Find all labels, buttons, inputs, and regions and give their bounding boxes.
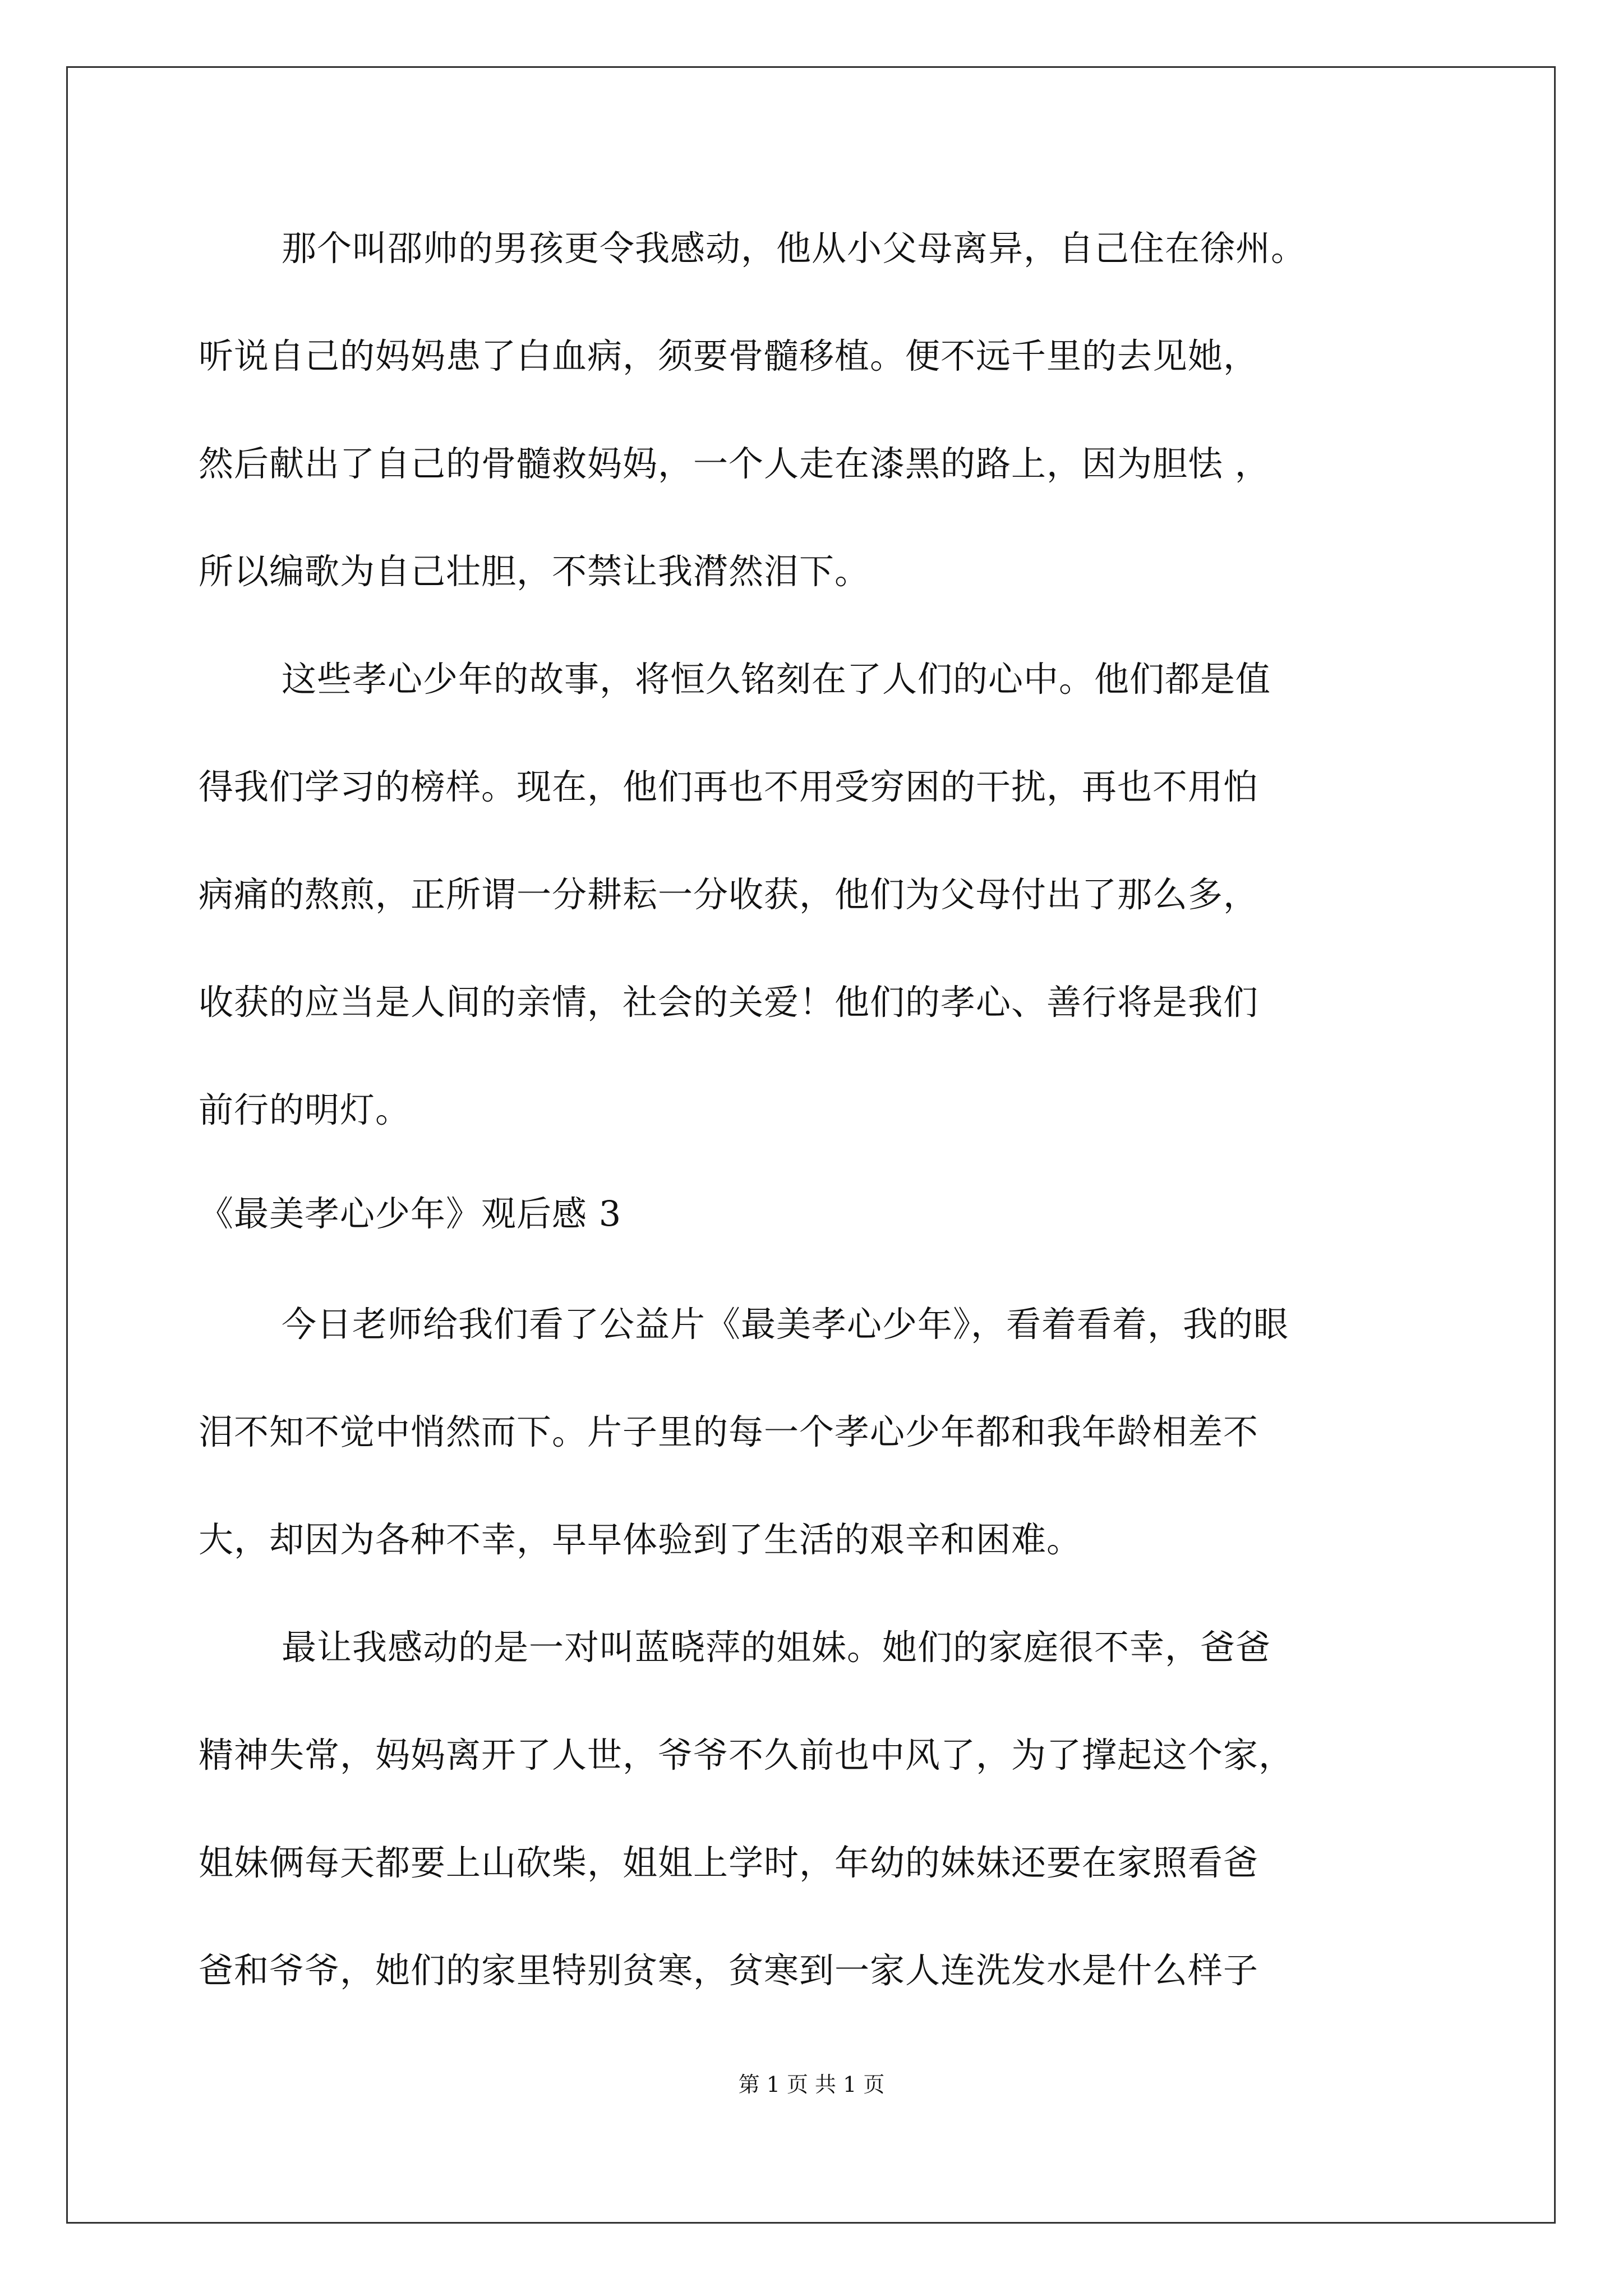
text-line: 今日老师给我们看了公益片《最美孝心少年》，看着看着，我的眼 [282,1304,1289,1345]
text-line: 姐妹俩每天都要上山砍柴，姐姐上学时，年幼的妹妹还要在家照看爸 [199,1842,1259,1883]
page-footer: 第 1 页 共 1 页 [738,2072,885,2097]
text-line: 这些孝心少年的故事，将恒久铭刻在了人们的心中。他们都是值 [282,659,1271,700]
text-line: 大，却因为各种不幸，早早体验到了生活的艰辛和困难。 [199,1519,1082,1560]
text-line: 收获的应当是人间的亲情，社会的关爱！他们的孝心、善行将是我们 [199,982,1259,1023]
text-line: 爸和爷爷，她们的家里特别贫寒，贫寒到一家人连洗发水是什么样子 [199,1950,1259,1991]
page-border [66,66,1556,2224]
text-line: 得我们学习的榜样。现在，他们再也不用受穷困的干扰，再也不用怕 [199,766,1259,807]
text-line: 最让我感动的是一对叫蓝晓萍的姐妹。她们的家庭很不幸，爸爸 [282,1627,1271,1668]
text-line: 听说自己的妈妈患了白血病，须要骨髓移植。便不远千里的去见她， [199,335,1259,376]
text-line: 前行的明灯。 [199,1089,411,1130]
text-line: 所以编歌为自己壮胆，不禁让我潸然泪下。 [199,551,870,592]
section-heading: 《最美孝心少年》观后感 3 [199,1193,622,1234]
text-line: 泪不知不觉中悄然而下。片子里的每一个孝心少年都和我年龄相差不 [199,1411,1259,1452]
text-line: 那个叫邵帅的男孩更令我感动，他从小父母离异，自己住在徐州。 [282,228,1307,269]
text-line: 然后献出了自己的骨髓救妈妈，一个人走在漆黑的路上，因为胆怯 ， [199,443,1270,484]
text-line: 精神失常，妈妈离开了人世，爷爷不久前也中风了，为了撑起这个家， [199,1734,1294,1775]
text-line: 病痛的熬煎，正所谓一分耕耘一分收获，他们为父母付出了那么多， [199,874,1259,915]
